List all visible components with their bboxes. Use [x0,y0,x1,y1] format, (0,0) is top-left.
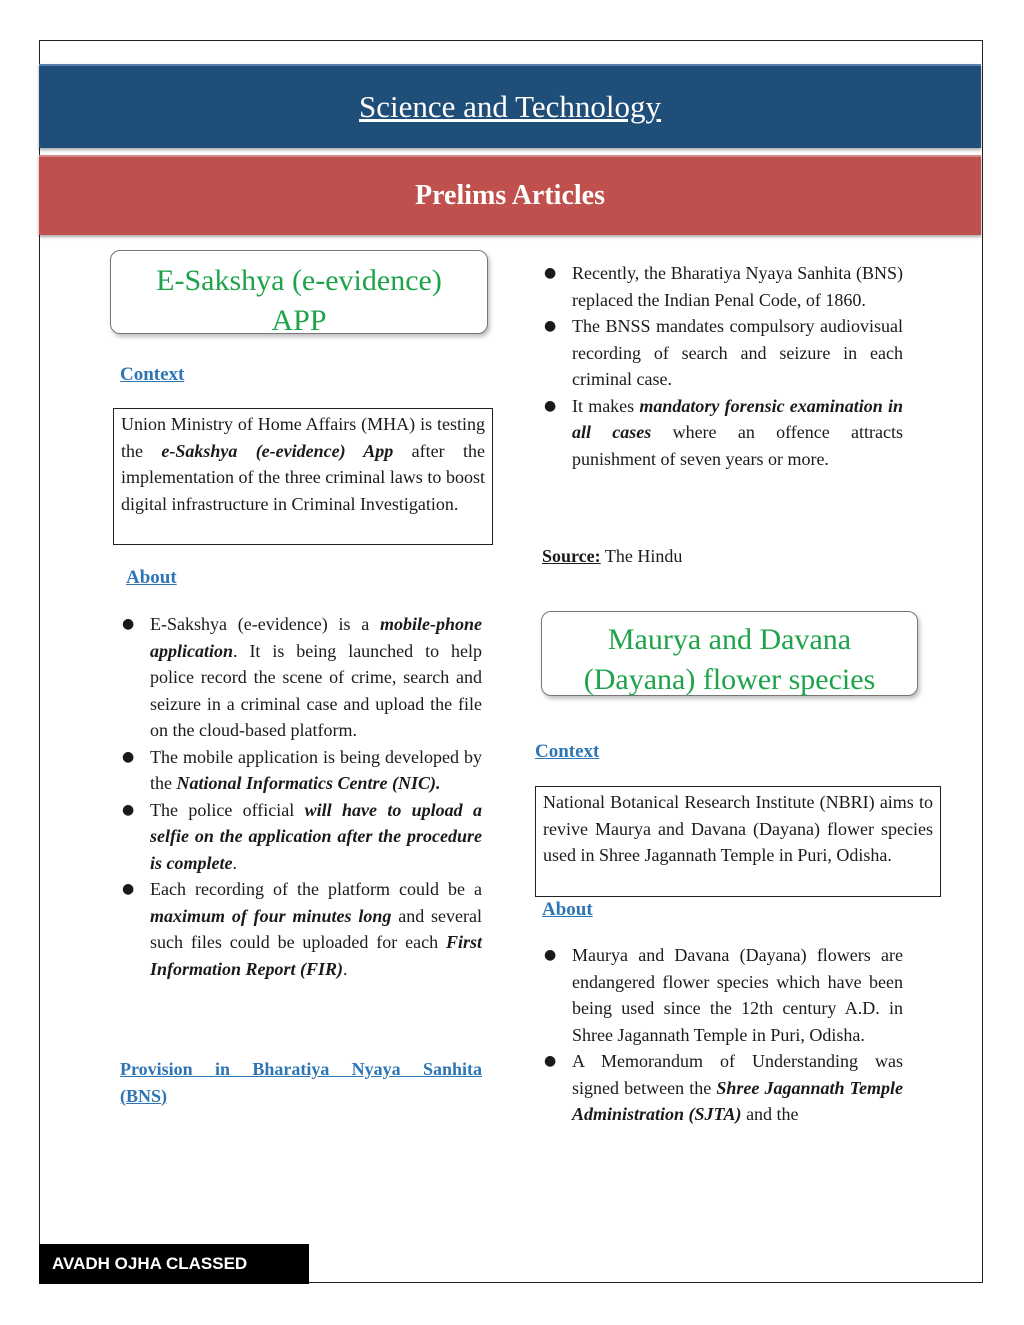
provision-heading-line2: (BNS) [120,1085,168,1106]
list-item: ● Recently, the Bharatiya Nyaya Sanhita (BNS) replaced the Indian Penal Code, of 1860. [542,260,903,313]
article2-heading-line1: Maurya and Davana [607,623,852,656]
provision-heading [120,1056,482,1109]
article1-about-list [120,611,482,982]
list-item: ● The mobile application is being developed by the National Informatics Centre (NIC). [120,744,482,797]
article1-context-text2: after the implementation of the three criminal laws to boost digital infrastructure in Criminal Investigation. [121,440,485,514]
article1-about-label: About [126,567,177,588]
list-item: ● Each recording of the platform could be a maximum of four minutes long and several such files could be uploaded for each First Information Report (FIR). [120,876,482,982]
article2-about-list [542,942,903,1128]
article1-context-app: e-Sakshya (e-evidence) App [161,440,394,461]
article2-heading [541,611,918,696]
section-title: Science and Technology [359,89,661,124]
subtitle-banner [39,155,981,235]
article2-context-box: National Botanical Research Institute (NBRI) aims to revive Maurya and Davana (Dayana) flower species used in Shree Jagannath Temple in Puri, Odisha. [535,786,941,897]
article1-heading [110,250,488,337]
section-subtitle: Prelims Articles [415,180,605,211]
article1-context-box [113,408,493,545]
provision-heading-line1: Provision in Bharatiya Nyaya Sanhita [120,1059,482,1079]
article2-context-label: Context [535,741,600,762]
source-value: The Hindu [600,546,683,566]
list-item: ● It makes mandatory forensic examination in all cases where an offence attracts punishment of seven years or more. [542,393,903,473]
source-label: Source: [542,546,601,566]
article1-context-text1: Union Ministry of Home Affairs (MHA) is testing the [121,414,485,461]
list-item: ● The police official will have to upload a selfie on the application after the procedure is complete. [120,797,482,877]
list-item: ● Maurya and Davana (Dayana) flowers are endangered flower species which have been being used since the 12th century A.D. in Shree Jagannath Temple in Puri, Odisha. [542,942,903,1048]
bns-list [542,260,903,472]
list-item: ● A Memorandum of Understanding was signed between the Shree Jagannath Temple Administration (SJTA) and the [542,1048,903,1128]
list-item: ● E-Sakshya (e-evidence) is a mobile-phone application. It is being launched to help police record the scene of crime, search and seizure in a criminal case and upload the file on the cloud-based platform. [120,611,482,744]
list-item: ● The BNSS mandates compulsory audiovisual recording of search and seizure in each criminal case. [542,313,903,393]
article2-heading-line2: (Dayana) flower species [583,663,876,696]
footer-label: AVADH OJHA CLASSED [39,1244,309,1284]
article1-heading-line1: E-Sakshya (e-evidence) [156,264,442,297]
source-line [542,546,682,567]
article2-about-label: About [542,899,593,920]
section-title-banner [39,64,981,148]
article1-heading-line2: APP [271,304,327,337]
article1-context-label: Context [120,364,185,385]
